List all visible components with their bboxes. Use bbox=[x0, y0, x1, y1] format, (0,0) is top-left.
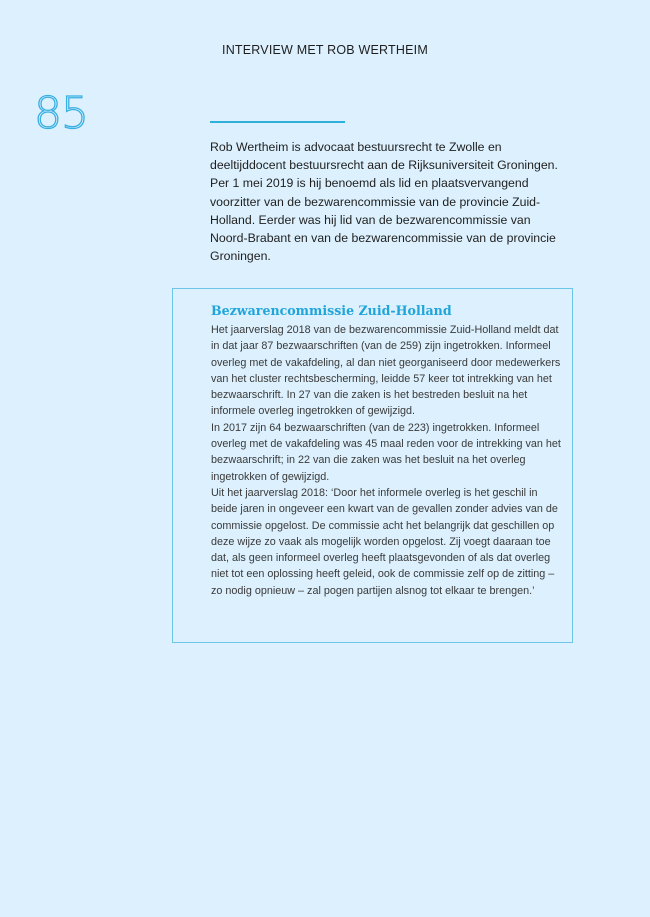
page-number: 85 bbox=[34, 88, 88, 139]
intro-paragraph: Rob Wertheim is advocaat bestuursrecht te Zwolle en deeltijddocent bestuursrecht aan de Rijksuniversiteit Groningen. Per 1 mei 2019 is hij benoemd als lid en plaatsvervangend voorzitter van de bezwarencommissie van de provincie Zuid-Holland. Eerder was hij lid van de bezwarencommissie van Noord-Brabant en van de bezwarencommissie van de provincie Groningen. bbox=[210, 140, 558, 264]
accent-rule bbox=[210, 121, 345, 123]
box-title: Bezwarencommissie Zuid-Holland bbox=[211, 303, 452, 318]
running-header: INTERVIEW MET ROB WERTHEIM bbox=[222, 43, 428, 57]
box-body bbox=[211, 322, 563, 599]
box-paragraph: Uit het jaarverslag 2018: ‘Door het informele overleg is het geschil in beide jaren in ongeveer een kwart van de gevallen zonder advies van de commissie opgelost. De commissie acht het belangrijk dat geschillen op deze wijze zo vaak als mogelijk worden opgelost. Zij voegt daaraan toe dat, als geen informeel overleg heeft plaatsgevonden of als dat overleg niet tot een oplossing heeft geleid, ook de commissie zelf op de zitting – zo nodig opnieuw – zal pogen partijen alsnog tot elkaar te brengen.’ bbox=[211, 486, 558, 597]
box-paragraph: Het jaarverslag 2018 van de bezwarencommissie Zuid-Holland meldt dat in dat jaar 87 bezwaarschriften (van de 259) zijn ingetrokken. Informeel overleg met de vakafdeling, al dan niet georganiseerd door medewerkers van het cluster rechtsbescherming, leidde 57 keer tot intrekking van het bezwaarschrift. In 27 van die zaken is het bestreden besluit na het informele overleg ingetrokken of gewijzigd. bbox=[211, 324, 561, 418]
sidebar-box bbox=[172, 288, 573, 643]
box-paragraph: In 2017 zijn 64 bezwaarschriften (van de 223) ingetrokken. Informeel overleg met de vakafdeling was 45 maal reden voor de intrekking van het bezwaarschrift; in 22 van die zaken was het besluit na het overleg ingetrokken of gewijzigd. bbox=[211, 421, 561, 483]
